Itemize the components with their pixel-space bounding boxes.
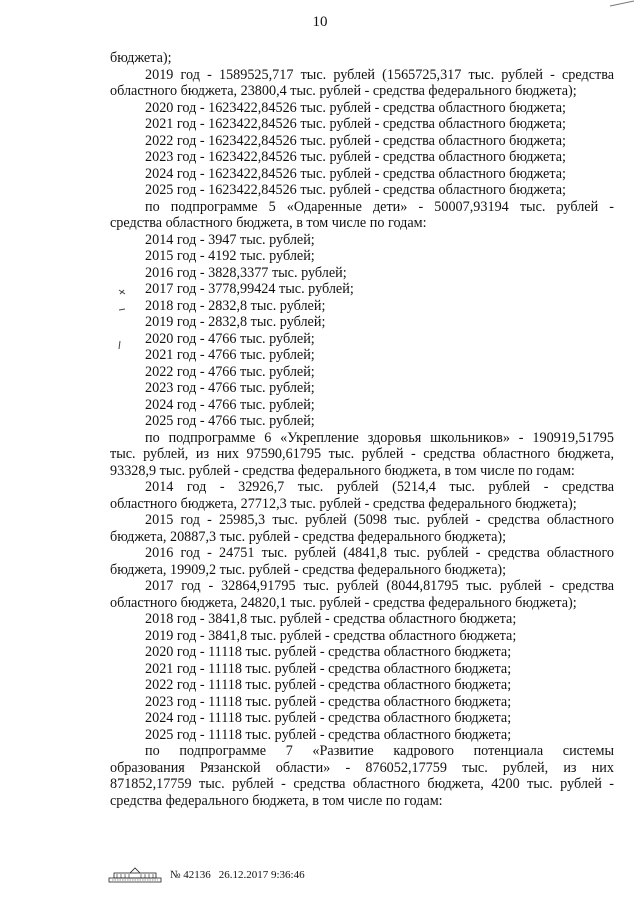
paragraph-subprogram-5 <box>110 199 614 232</box>
text-line: 2014 год - 32926,7 тыс. рублей (5214,4 тыс. рублей - средства <box>145 479 614 495</box>
text-line: по подпрограмме 7 «Развитие кадрового потенциала системы <box>145 743 614 759</box>
text-line: 2016 год - 24751 тыс. рублей (4841,8 тыс. рублей - средства областного <box>145 545 614 561</box>
margin-tick-icon <box>116 340 124 350</box>
page-number: 10 <box>312 14 328 30</box>
list-item: 2024 год - 1623422,84526 тыс. рублей - средства областного бюджета; <box>145 165 566 182</box>
text-line: бюджета, 19909,2 тыс. рублей - средства федерального бюджета); <box>110 561 507 578</box>
paragraph-subprogram-6 <box>110 430 614 480</box>
list-item: 2020 год - 1623422,84526 тыс. рублей - средства областного бюджета; <box>145 99 566 116</box>
text-line: образования Рязанской области» - 876052,17759 тыс. рублей, из них <box>110 759 614 776</box>
document-footer <box>108 866 305 884</box>
list-item: 2018 год - 2832,8 тыс. рублей; <box>145 297 326 314</box>
list-item: 2014 год - 3947 тыс. рублей; <box>145 231 315 248</box>
text-line: средства федерального бюджета, в том числе по годам: <box>110 792 443 809</box>
list-item: 2022 год - 1623422,84526 тыс. рублей - средства областного бюджета; <box>145 132 566 149</box>
list-item: 2023 год - 11118 тыс. рублей - средства областного бюджета; <box>145 693 512 710</box>
list-item: 2023 год - 4766 тыс. рублей; <box>145 380 315 396</box>
text-line: бюджета, 20887,3 тыс. рублей - средства федерального бюджета); <box>110 528 507 545</box>
text-line: средства областного бюджета, в том числе по годам: <box>110 215 427 231</box>
list-item: 2015 год - 4192 тыс. рублей; <box>145 248 315 264</box>
document-body <box>110 50 614 809</box>
text-line: областного бюджета, 27712,3 тыс. рублей - средства федерального бюджета); <box>110 495 577 512</box>
list-item: 2024 год - 4766 тыс. рублей; <box>145 396 315 413</box>
list-item: 2021 год - 11118 тыс. рублей - средства областного бюджета; <box>145 660 512 677</box>
text-line: 871852,17759 тыс. рублей - средства областного бюджета, 4200 тыс. рублей - <box>110 776 614 792</box>
list-item: 2021 год - 4766 тыс. рублей; <box>145 347 315 363</box>
paragraph-2014 <box>110 479 614 512</box>
list-item: 2017 год - 3778,99424 тыс. рублей; <box>145 281 354 297</box>
list-item: 2023 год - 1623422,84526 тыс. рублей - средства областного бюджета; <box>145 149 566 165</box>
text-line: 2015 год - 25985,3 тыс. рублей (5098 тыс. рублей - средства областного <box>145 512 614 528</box>
text-line: тыс. рублей, из них 97590,61795 тыс. рублей - средства областного бюджета, <box>110 446 614 462</box>
list-item: 2022 год - 11118 тыс. рублей - средства областного бюджета; <box>145 677 512 693</box>
list-item: 2019 год - 3841,8 тыс. рублей - средства областного бюджета; <box>145 627 517 644</box>
text-line: по подпрограмме 6 «Укрепление здоровья школьников» - 190919,51795 <box>145 429 614 446</box>
text-line: областного бюджета, 23800,4 тыс. рублей - средства федерального бюджета); <box>110 83 577 99</box>
paragraph-subprogram-7 <box>110 743 614 809</box>
text-line: бюджета); <box>110 50 172 66</box>
list-item: 2025 год - 11118 тыс. рублей - средства областного бюджета; <box>145 726 512 743</box>
government-building-logo-icon <box>108 867 162 883</box>
list-item: 2021 год - 1623422,84526 тыс. рублей - средства областного бюджета; <box>145 116 566 132</box>
text-line: по подпрограмме 5 «Одаренные дети» - 50007,93194 тыс. рублей - <box>145 198 614 215</box>
text-line: 93328,9 тыс. рублей - средства федерального бюджета, в том числе по годам: <box>110 462 575 479</box>
paragraph-2016 <box>110 545 614 578</box>
document-number: № 42136 <box>170 869 211 881</box>
text-line: областного бюджета, 24820,1 тыс. рублей - средства федерального бюджета); <box>110 594 577 611</box>
list-item: 2025 год - 1623422,84526 тыс. рублей - средства областного бюджета; <box>145 182 566 198</box>
list-item: 2020 год - 4766 тыс. рублей; <box>145 330 315 347</box>
margin-tick-icon <box>118 288 126 296</box>
list-item: 2024 год - 11118 тыс. рублей - средства областного бюджета; <box>145 710 512 726</box>
margin-tick-icon <box>118 306 126 314</box>
list-item: 2018 год - 3841,8 тыс. рублей - средства областного бюджета; <box>145 611 517 627</box>
scan-corner-mark <box>610 0 634 8</box>
paragraph-2015 <box>110 512 614 545</box>
paragraph-2019 <box>110 67 614 100</box>
list-item: 2020 год - 11118 тыс. рублей - средства областного бюджета; <box>145 644 512 660</box>
list-item: 2022 год - 4766 тыс. рублей; <box>145 363 315 380</box>
list-item: 2025 год - 4766 тыс. рублей; <box>145 413 315 429</box>
document-timestamp: 26.12.2017 9:36:46 <box>218 869 305 881</box>
paragraph-2017 <box>110 578 614 611</box>
text-line: 2017 год - 32864,91795 тыс. рублей (8044,81795 тыс. рублей - средства <box>145 578 614 594</box>
list-item: 2019 год - 2832,8 тыс. рублей; <box>145 314 326 330</box>
list-item: 2016 год - 3828,3377 тыс. рублей; <box>145 264 347 281</box>
text-line: 2019 год - 1589525,717 тыс. рублей (1565725,317 тыс. рублей - средства <box>145 66 614 83</box>
